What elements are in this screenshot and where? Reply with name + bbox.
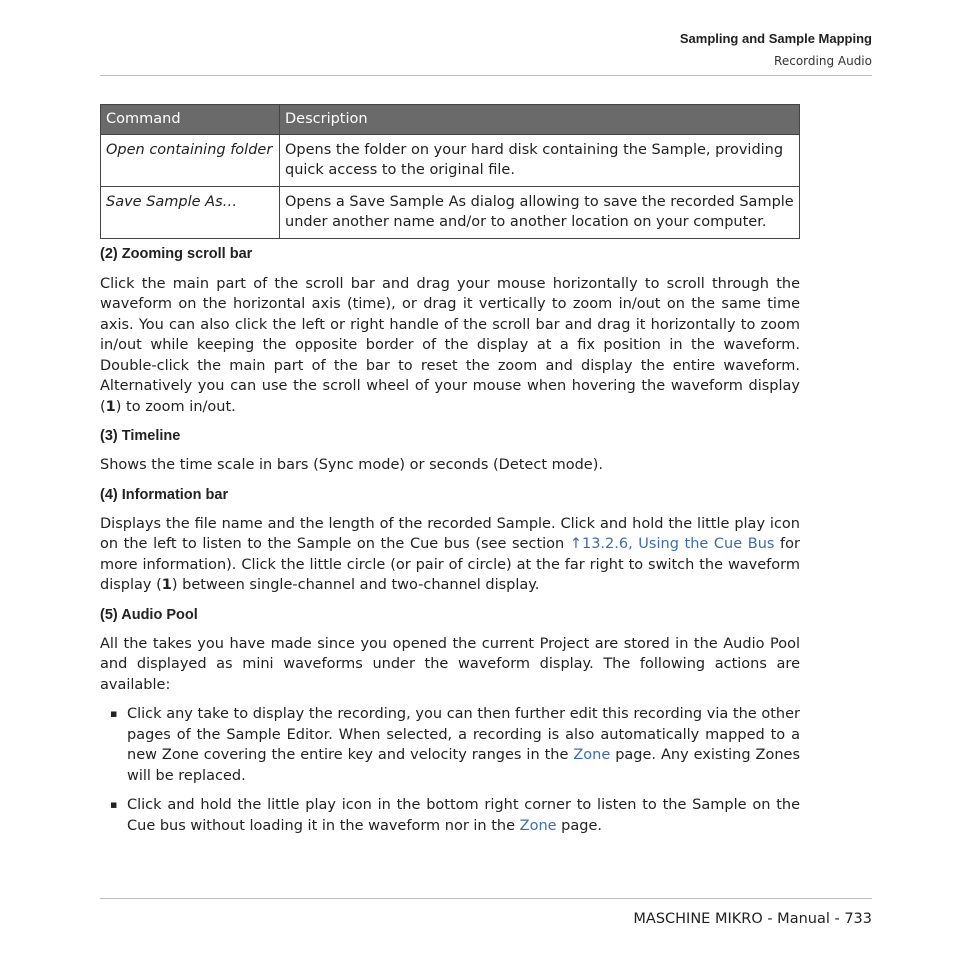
command-cell: Save Sample As… [101, 186, 280, 238]
subheading-information-bar [100, 485, 800, 505]
command-cell: Open containing folder [101, 134, 280, 186]
table-header-row [101, 105, 800, 135]
list-item-text: Click any take to display the recording, you can then further edit this recording via the other pages of the Sample Editor. When selected, a recording is also automatically mapped to a new Zone covering the entire key and velocity ranges in the [127, 706, 800, 763]
paren-close: ) [112, 606, 122, 623]
callout-number: 3 [104, 428, 113, 444]
paren-open: ( [100, 245, 105, 262]
description-cell: Opens the folder on your hard disk containing the Sample, providing quick access to the original file. [280, 134, 800, 186]
subheading-title: Information bar [121, 486, 229, 503]
page-content [100, 104, 800, 836]
command-table [100, 104, 800, 239]
paragraph-text: for more information). Click the little circle (or pair of circle) at the far right to switch the waveform display ( [100, 536, 800, 593]
callout-number: 5 [104, 606, 113, 623]
paren-close: ) [112, 486, 122, 503]
paren-open: ( [100, 428, 105, 444]
table-row [101, 134, 800, 186]
subheading-audio-pool [100, 605, 800, 625]
column-header-command: Command [101, 105, 280, 135]
paragraph-zooming-scroll-bar [100, 274, 800, 418]
section-title: Recording Audio [774, 54, 872, 68]
subheading-zooming-scroll-bar [100, 244, 800, 264]
subheading-timeline [100, 426, 800, 446]
list-item-text: page. [556, 817, 602, 834]
paragraph-information-bar [100, 514, 800, 596]
footer-divider [100, 898, 872, 899]
callout-reference: 1 [105, 398, 116, 415]
zone-page-link[interactable]: Zone [573, 747, 611, 763]
description-cell: Opens a Save Sample As dialog allowing to save the recorded Sample under another name and/or to another location on your computer. [280, 186, 800, 238]
subheading-title: Zooming scroll bar [121, 245, 253, 262]
paren-close: ) [112, 245, 122, 262]
column-header-description: Description [280, 105, 800, 135]
paragraph-text: Displays the file name and the length of the recorded Sample. Click and hold the little play icon on the left to listen to the Sample on the Cue bus (see section [100, 515, 800, 552]
paragraph-text: ) to zoom in/out. [115, 398, 236, 415]
list-item [100, 704, 800, 786]
bullet-icon: ▪ [110, 707, 118, 720]
page-footer: MASCHINE MIKRO - Manual - 733 [633, 911, 872, 927]
list-item-text: Click and hold the little play icon in the bottom right corner to listen to the Sample on the Cue bus without loading it in the waveform nor in the [127, 797, 800, 834]
callout-number: 4 [104, 486, 113, 503]
subheading-title: Timeline [121, 428, 181, 444]
chapter-title: Sampling and Sample Mapping [679, 31, 872, 46]
zone-page-link[interactable]: Zone [519, 817, 557, 834]
callout-number: 2 [104, 245, 113, 262]
list-item-text: page. Any existing Zones will be replaced. [127, 747, 800, 784]
page-header [100, 28, 872, 72]
header-divider [100, 75, 872, 76]
paragraph-text: ) between single-channel and two-channel display. [171, 577, 540, 593]
paren-open: ( [100, 486, 105, 503]
list-item [100, 795, 800, 836]
subheading-title: Audio Pool [121, 606, 198, 623]
table-row [101, 186, 800, 238]
bullet-icon: ▪ [110, 798, 118, 811]
paragraph-timeline: Shows the time scale in bars (Sync mode) or seconds (Detect mode). [100, 457, 603, 473]
callout-reference: 1 [161, 577, 172, 593]
audio-pool-bullet-list [100, 704, 800, 836]
paren-close: ) [112, 428, 122, 444]
paren-open: ( [100, 606, 105, 623]
cue-bus-section-link[interactable]: ↑13.2.6, Using the Cue Bus [569, 536, 775, 552]
paragraph-audio-pool: All the takes you have made since you opened the current Project are stored in the Audio Pool and displayed as mini waveforms under the waveform display. The following actions are available: [100, 635, 800, 693]
paragraph-text: Click the main part of the scroll bar and drag your mouse horizontally to scroll through the waveform on the horizontal axis (time), or drag it vertically to zoom in/out on the same time axis. You can also click the left or right handle of the scroll bar and drag it horizontally to zoom in/out while keeping the opposite border of the display at a fix position in the waveform. Double-click the main part of the bar to reset the zoom and display the entire waveform. Alternatively you can use the scroll wheel of your mouse when hovering the waveform display ( [100, 275, 800, 415]
